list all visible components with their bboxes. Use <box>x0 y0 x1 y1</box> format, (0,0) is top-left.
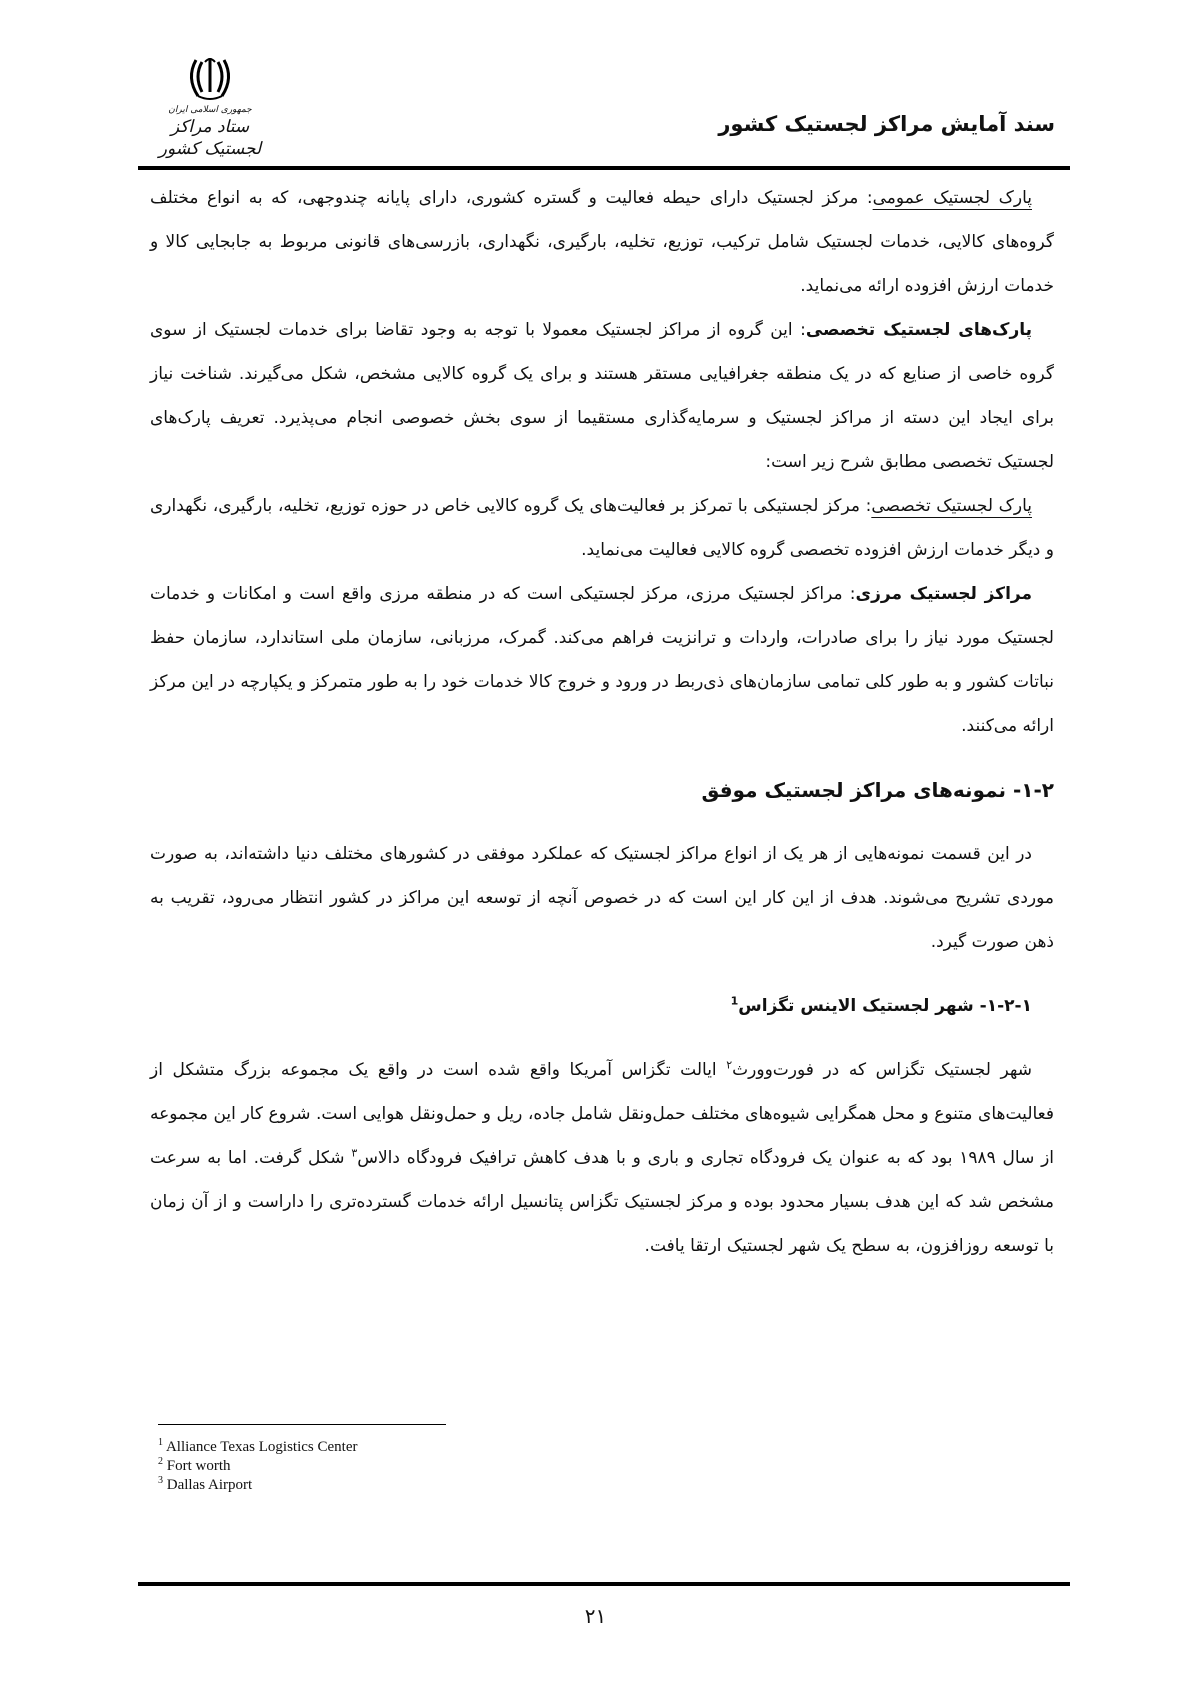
paragraph-border-centers <box>150 572 1054 748</box>
footnote-ref-3[interactable]: ۳ <box>351 1146 358 1160</box>
footnote-item <box>158 1476 357 1495</box>
text-general-park: : مرکز لجستیک دارای حیطه فعالیت و گستره کشوری، دارای پایانه چندوجهی، که به انواع مختلف گروه‌های کالایی، خدمات لجستیک شامل ترکیب، توزیع، تخلیه، بارگیری، نگهداری، بازرسی‌های قانونی مربوط به جابجایی کالا و خدمات ارزش افزوده ارائه می‌نماید. <box>150 188 1054 296</box>
footnote-ref-2[interactable]: ۲ <box>726 1058 733 1072</box>
term-border-centers: مراکز لجستیک مرزی <box>855 584 1032 604</box>
footnote-text: Alliance Texas Logistics Center <box>165 1439 358 1455</box>
texas-text-part-b: ایالت تگزاس آمریکا واقع شده است در واقع یک مجموعه بزرگ متشکل از فعالیت‌های متنوع و محل همگرایی شیوه‌های مختلف حمل‌ونقل شامل جاده، ریل و حمل‌ونقل هوایی است. شروع کار این مجموعه از سال ۱۹۸۹ بود که به عنوان یک فرودگاه تجاری و باری و با هدف کاهش ترافیک فرودگاه دالاس <box>150 1060 1055 1168</box>
page-number: ۲۱ <box>584 1604 607 1628</box>
text-specialized-park: : مرکز لجستیکی با تمرکز بر فعالیت‌های یک گروه کالایی خاص در حوزه توزیع، تخلیه، بارگیری، نگهداری و دیگر خدمات ارزش افزوده تخصصی گروه کالایی فعالیت می‌نماید. <box>150 496 1054 560</box>
paragraph-specialized-park <box>150 484 1054 572</box>
org-name: ستاد مراکز لجستیک کشور <box>158 117 262 159</box>
text-specialized-parks: : این گروه از مراکز لجستیک معمولا با توجه به وجود تقاضا برای خدمات لجستیک از سوی گروه خاصی از صنایع که در یک منطقه جغرافیایی مستقر هستند و برای یک گروه کالایی مشخص، شکل می‌گیرند. شناخت نیاز برای ایجاد این دسته از مراکز لجستیک و سرمایه‌گذاری مستقیما از سوی بخش خصوصی انجام می‌پذیرد. تعریف پارک‌های لجستیک تخصصی مطابق شرح زیر است: <box>150 320 1054 472</box>
footnote-mark: 3 <box>158 1475 163 1486</box>
term-general-park: پارک لجستیک عمومی <box>872 188 1032 208</box>
org-subtitle: جمهوری اسلامی ایران <box>168 105 252 115</box>
footnote-mark: 1 <box>158 1437 163 1448</box>
main-content <box>150 176 1054 1268</box>
iran-emblem-icon <box>184 52 236 104</box>
footnote-item <box>158 1438 357 1457</box>
document-title: سند آمایش مراکز لجستیک کشور <box>718 112 1055 136</box>
term-specialized-parks: پارک‌های لجستیک تخصصی <box>805 320 1032 340</box>
footnote-text: Dallas Airport <box>166 1477 253 1493</box>
texas-text-part-a: شهر لجستیک تگزاس که در فورت‌وورث <box>732 1060 1032 1080</box>
subsection-number: ۱-۲-۱- <box>973 996 1032 1016</box>
term-specialized-park: پارک لجستیک تخصصی <box>871 496 1032 516</box>
footnote-text: Fort worth <box>166 1458 231 1474</box>
paragraph-specialized-parks <box>150 308 1054 484</box>
footnote-item <box>158 1457 357 1476</box>
section-heading: ۱-۲- نمونه‌های مراکز لجستیک موفق <box>701 778 1054 802</box>
footnotes <box>158 1438 357 1495</box>
org-logo <box>150 52 270 162</box>
paragraph-texas-city <box>150 1048 1054 1268</box>
footnote-mark: 2 <box>158 1456 163 1467</box>
header-rule <box>138 166 1070 170</box>
text-border-centers: : مراکز لجستیک مرزی، مرکز لجستیکی است که در منطقه مرزی واقع است و امکانات و خدمات لجستیک مورد نیاز را برای صادرات، واردات و ترانزیت فراهم می‌کند. گمرک، مرزبانی، سازمان ملی استاندارد، سازمان حفظ نباتات کشور و به طور کلی تمامی سازمان‌های ذی‌ربط در ورود و خروج کالا خدمات خود را به طور متمرکز و یکپارچه در این مرکز ارائه می‌کنند. <box>150 584 1054 736</box>
footnote-separator <box>158 1424 446 1425</box>
section-intro: در این قسمت نمونه‌هایی از هر یک از انواع مراکز لجستیک که عملکرد موفقی در کشورهای مختلف دنیا داشته‌اند، به صورت موردی تشریح می‌شوند. هدف از این کار این است که در خصوص آنچه از توسعه این مراکز در کشور انتظار می‌رود، تقریب به ذهن صورت گیرد. <box>150 844 1054 952</box>
subsection-title: شهر لجستیک الاینس تگزاس <box>738 996 974 1016</box>
footnote-ref-1[interactable]: 1 <box>730 994 739 1008</box>
paragraph-general-park <box>150 176 1054 308</box>
texas-text-part-c: شکل گرفت. اما به سرعت مشخص شد که این هدف بسیار محدود بوده و مرکز لجستیک تگزاس پتانسیل ارائه خدمات گسترده‌تری را داراست و از آن زمان با توسعه روزافزون، به سطح یک شهر لجستیک ارتقا یافت. <box>150 1148 1054 1256</box>
subsection-heading <box>150 986 1032 1026</box>
footer-rule <box>138 1582 1070 1586</box>
